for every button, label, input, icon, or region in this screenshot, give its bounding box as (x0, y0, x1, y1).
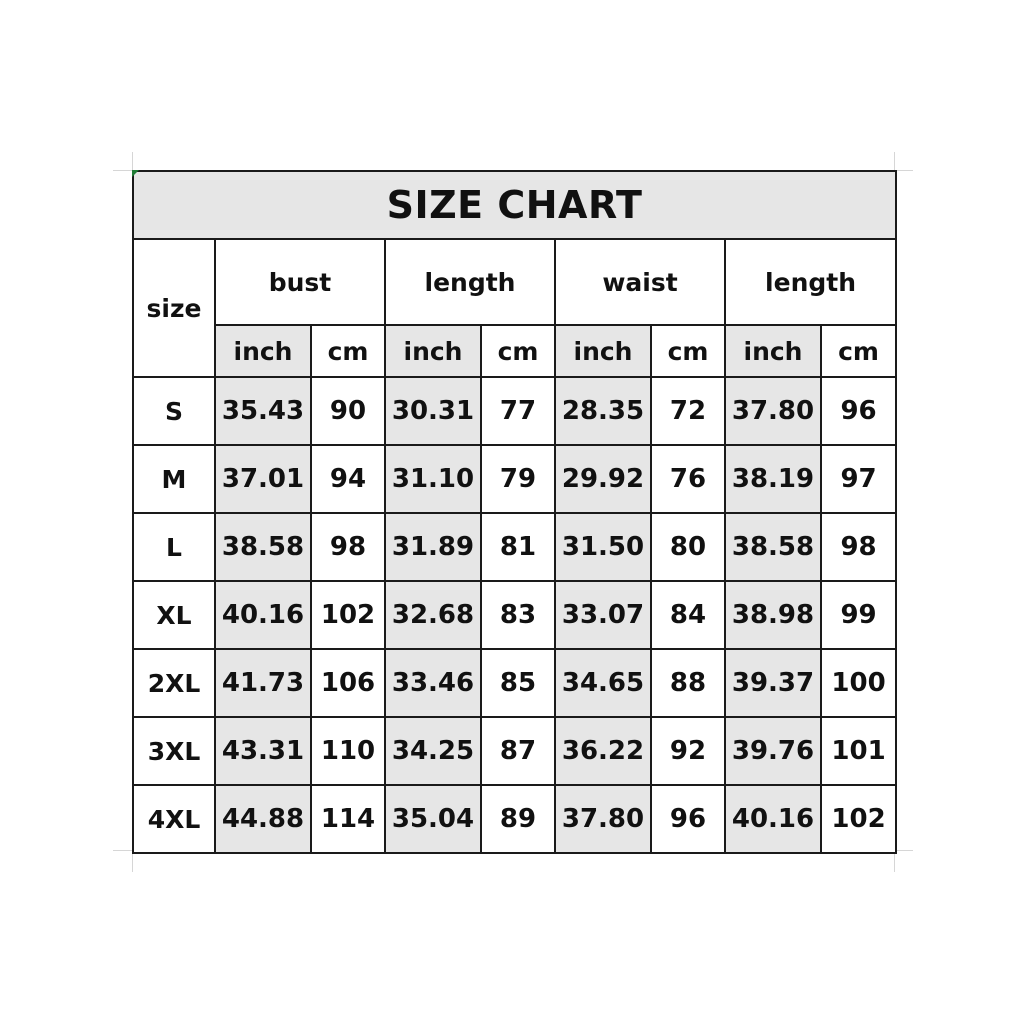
measure-inch-cell: 33.46 (385, 649, 481, 717)
measure-inch-cell: 35.43 (215, 377, 311, 445)
size-label-cell: 4XL (133, 785, 215, 853)
title-row (133, 171, 896, 239)
measure-cm-cell: 89 (481, 785, 555, 853)
cell-corner-marker (132, 170, 139, 177)
measure-inch-cell: 38.58 (725, 513, 821, 581)
measure-cm-cell: 102 (311, 581, 385, 649)
table-row (133, 649, 896, 717)
measure-inch-cell: 32.68 (385, 581, 481, 649)
size-column-header: size (133, 239, 215, 377)
table-row (133, 513, 896, 581)
unit-header-inch: inch (385, 325, 481, 377)
measure-cm-cell: 101 (821, 717, 896, 785)
measure-inch-cell: 31.50 (555, 513, 651, 581)
unit-header-inch: inch (555, 325, 651, 377)
group-header-length: length (385, 239, 555, 325)
measure-inch-cell: 43.31 (215, 717, 311, 785)
measure-cm-cell: 96 (651, 785, 725, 853)
group-header-bust: bust (215, 239, 385, 325)
measure-inch-cell: 37.01 (215, 445, 311, 513)
size-rows (133, 377, 896, 853)
measure-cm-cell: 85 (481, 649, 555, 717)
measure-cm-cell: 87 (481, 717, 555, 785)
unit-header-row (133, 325, 896, 377)
unit-header-cm: cm (481, 325, 555, 377)
measure-inch-cell: 38.19 (725, 445, 821, 513)
measure-inch-cell: 44.88 (215, 785, 311, 853)
size-label-cell: L (133, 513, 215, 581)
measure-cm-cell: 98 (311, 513, 385, 581)
group-header-length-2: length (725, 239, 896, 325)
unit-header-inch: inch (215, 325, 311, 377)
measure-cm-cell: 81 (481, 513, 555, 581)
size-label-cell: 3XL (133, 717, 215, 785)
measure-cm-cell: 79 (481, 445, 555, 513)
chart-title: SIZE CHART (133, 171, 896, 239)
measure-inch-cell: 34.65 (555, 649, 651, 717)
measure-inch-cell: 37.80 (555, 785, 651, 853)
measure-inch-cell: 37.80 (725, 377, 821, 445)
group-header-row (133, 239, 896, 325)
measure-cm-cell: 114 (311, 785, 385, 853)
measure-cm-cell: 97 (821, 445, 896, 513)
measure-inch-cell: 35.04 (385, 785, 481, 853)
measure-inch-cell: 38.98 (725, 581, 821, 649)
measure-cm-cell: 76 (651, 445, 725, 513)
measure-cm-cell: 84 (651, 581, 725, 649)
table-row (133, 377, 896, 445)
unit-header-cm: cm (821, 325, 896, 377)
measure-inch-cell: 36.22 (555, 717, 651, 785)
measure-cm-cell: 102 (821, 785, 896, 853)
table-row (133, 785, 896, 853)
table-row (133, 717, 896, 785)
size-label-cell: S (133, 377, 215, 445)
measure-inch-cell: 28.35 (555, 377, 651, 445)
measure-inch-cell: 38.58 (215, 513, 311, 581)
measure-cm-cell: 98 (821, 513, 896, 581)
measure-cm-cell: 72 (651, 377, 725, 445)
table-row (133, 581, 896, 649)
unit-header-cm: cm (311, 325, 385, 377)
measure-inch-cell: 29.92 (555, 445, 651, 513)
size-chart-table (132, 170, 897, 854)
table-row (133, 445, 896, 513)
measure-inch-cell: 31.89 (385, 513, 481, 581)
measure-cm-cell: 96 (821, 377, 896, 445)
measure-inch-cell: 34.25 (385, 717, 481, 785)
measure-inch-cell: 39.76 (725, 717, 821, 785)
measure-cm-cell: 92 (651, 717, 725, 785)
unit-header-inch: inch (725, 325, 821, 377)
measure-cm-cell: 80 (651, 513, 725, 581)
measure-cm-cell: 110 (311, 717, 385, 785)
measure-cm-cell: 94 (311, 445, 385, 513)
group-header-waist: waist (555, 239, 725, 325)
measure-inch-cell: 40.16 (215, 581, 311, 649)
measure-inch-cell: 30.31 (385, 377, 481, 445)
size-label-cell: XL (133, 581, 215, 649)
measure-cm-cell: 106 (311, 649, 385, 717)
measure-inch-cell: 41.73 (215, 649, 311, 717)
measure-cm-cell: 99 (821, 581, 896, 649)
measure-cm-cell: 88 (651, 649, 725, 717)
measure-inch-cell: 31.10 (385, 445, 481, 513)
measure-inch-cell: 39.37 (725, 649, 821, 717)
size-label-cell: 2XL (133, 649, 215, 717)
measure-cm-cell: 83 (481, 581, 555, 649)
measure-cm-cell: 90 (311, 377, 385, 445)
measure-inch-cell: 40.16 (725, 785, 821, 853)
measure-cm-cell: 77 (481, 377, 555, 445)
measure-inch-cell: 33.07 (555, 581, 651, 649)
size-label-cell: M (133, 445, 215, 513)
measure-cm-cell: 100 (821, 649, 896, 717)
unit-header-cm: cm (651, 325, 725, 377)
